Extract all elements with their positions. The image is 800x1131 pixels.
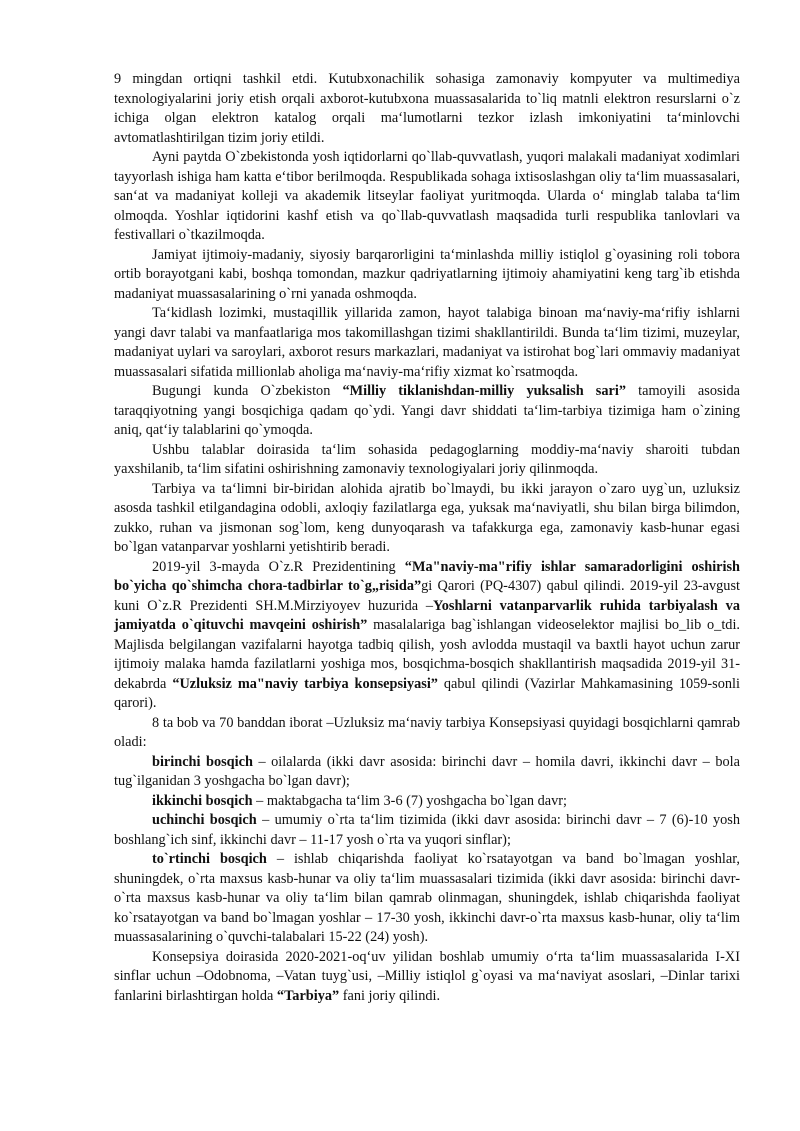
body-text [114, 70, 740, 1006]
paragraph [114, 382, 740, 441]
text-run: – umumiy o`rta ta‘lim tizimida (ikki davr asosida: birinchi davr – 7 (6)-10 yosh boshlang`ich sinf, ikkinchi davr – 11-17 yosh o`rta va yuqori sinflar); [114, 812, 740, 848]
text-run: qabul qilindi (Vazirlar Mahkamasining 1059-sonli qarori). [114, 675, 740, 711]
bold-text: uchinchi bosqich [152, 812, 257, 828]
paragraph [114, 948, 740, 1007]
bold-text: “Ma"naviy-ma"rifiy ishlar samaradorligini oshirish bo`yicha qo`shimcha chora-tadbirlar to`g„risida” [114, 558, 741, 594]
text-run: Ushbu talablar doirasida ta‘lim sohasida pedagoglarning moddiy-ma‘naviy sharoiti tubdan yaxshilanib, ta‘lim sifatini oshirishning zamonaviy texnologiyalari joriy qilinmoqda. [114, 441, 740, 477]
text-run: – ishlab chiqarishda faoliyat ko`rsatayotgan va band bo`lmagan yoshlar, shuningdek, o`rta maxsus kasb-hunar va oliy ta‘lim muassasalari tizimida (ikki davr asosida: birinchi davr-o`rta maxsus kasb-hunar va oliy ta‘lim bilan qamrab olinmagan, shuningdek, ishlab chiqarishda faoliyat ko`rsatayotgan va band bo`lmagan yoshlar – 17-30 yosh, ikkinchi davr-o`rta maxsus kasb-hunar, oliy ta‘lim muassasalarining o`quvchi-talabalari 15-22 (24) yosh). [114, 851, 740, 945]
paragraph [114, 441, 740, 480]
paragraph [114, 753, 740, 792]
bold-text: to`rtinchi bosqich [152, 851, 267, 867]
text-run: – maktabgacha ta‘lim 3-6 (7) yoshgacha bo`lgan davr; [252, 792, 567, 809]
text-run: gi Qarori (PQ-4307) qabul qilindi. 2019-yil 23-avgust kuni O`z.R Prezidenti SH.M.Mirziyoyev huzurida – [114, 578, 740, 614]
paragraph [114, 850, 740, 948]
paragraph [114, 304, 740, 382]
paragraph [114, 480, 740, 558]
text-run: Konsepsiya doirasida 2020-2021-oq‘uv yilidan boshlab umumiy o‘rta ta‘lim muassasalarida I-XI sinflar uchun –Odobnoma, –Vatan tuyg`usi, –Milliy istiqlol g`oyasi va ma‘naviyat asoslari, –Dinlar tarixi fanlarini birlashtirgan holda [114, 948, 740, 1004]
paragraph [114, 246, 740, 305]
paragraph [114, 714, 740, 753]
text-run: Jamiyat ijtimoiy-madaniy, siyosiy barqarorligini ta‘minlashda milliy istiqlol g`oyasining roli tobora ortib borayotgani kabi, boshqa tomondan, mazkur qadriyatlarning ijtimoiy ahamiyatini keng targ`ib etishda madaniyat muassasalarining o`rni yanada oshmoqda. [114, 246, 740, 302]
text-run: fani joriy qilindi. [339, 987, 441, 1004]
text-run: Ta‘kidlash lozimki, mustaqillik yillarida zamon, hayot talabiga binoan ma‘naviy-ma‘rifiy ishlarni yangi davr talabi va manfaatlariga mos takomillashgan tizimi shakllantirildi. Bunda ta‘lim tizimi, muzeylar, madaniyat uylari va saroylari, axborot resurs markazlari, madaniyat va istirohat bog`lari ommaviy madaniyat muassasalari sifatida millionlab aholiga ma‘naviy-ma‘rifiy xizmat ko`rsatmoqda. [114, 305, 740, 380]
paragraph [114, 811, 740, 850]
text-run: Bugungi kunda O`zbekiston [152, 383, 343, 399]
text-run: 8 ta bob va 70 banddan iborat –Uzluksiz ma‘naviy tarbiya Konsepsiyasi quyidagi bosqichlarni qamrab oladi: [114, 714, 740, 750]
bold-text: “Milliy tiklanishdan-milliy yuksalish sari” [342, 383, 626, 399]
text-run: masalalariga bag`ishlangan videoselektor majlisi bo_lib o_tdi. Majlisda belgilangan vazifalarni hayotga tadbiq qilish, yosh avlodda mustaqil va baxtli hayot uchun zarur ijtimoiy malaka hamda fazilatlarni yoshiga mos, bosqichma-bosqich shakllantirish maqsadida 2019-yil 31-dekabrda [114, 617, 740, 692]
paragraph [114, 148, 740, 246]
bold-text: “Uzluksiz ma"naviy tarbiya konsepsiyasi” [172, 675, 438, 692]
text-run: tamoyili asosida taraqqiyotning yangi bosqichiga qadam qo`ydi. Yangi davr shiddati ta‘lim-tarbiya tizimiga ham o`zining aniq, qat‘iy talablarini qo`ymoqda. [114, 383, 740, 438]
bold-text: ikkinchi bosqich [152, 792, 253, 809]
text-run: Ayni paytda O`zbekistonda yosh iqtidorlarni qo`llab-quvvatlash, yuqori malakali madaniyat xodimlari tayyorlash ishiga ham katta e‘tibor berilmoqda. Respublikada sohaga ixtisoslashgan oliy ta‘lim muassasalari, san‘at va madaniyat kolleji va akademik litseylar faoliyat yuritmoqda. Ularda o‘ minglab talaba ta‘lim olmoqda. Yoshlar iqtidorini kashf etish va qo`llab-quvvatlash maqsadida turli respublika tanlovlari va festivallari o`tkazilmoqda. [114, 149, 740, 243]
text-run: 9 mingdan ortiqni tashkil etdi. Kutubxonachilik sohasiga zamonaviy kompyuter va multimediya texnologiyalarini joriy etish orqali axborot-kutubxona muassasalarida to`liq matnli elektron resurslarni o`z ichiga olgan elektron katalog orqali ma‘lumotlarni tezkor izlash imkoniyatini ta‘minlovchi avtomatlashtirilgan tizim joriy etildi. [114, 71, 740, 146]
text-run: Tarbiya va ta‘limni bir-biridan alohida ajratib bo`lmaydi, bu ikki jarayon o`zaro uyg`un, uzluksiz asosda tashkil etilgandagina odobli, axloqiy fazilatlarga ega, yuksak ma‘naviyatli, shu bilan birga bilimdon, zukko, ruhan va jismonan sog`lom, keng dunyoqarash va tafakkurga ega, zamonaviy kasb-hunar egasi bo`lgan vatanparvar yoshlarni yetishtirib beradi. [114, 480, 740, 555]
bold-text: Yoshlarni vatanparvarlik ruhida tarbiyalash va jamiyatda o`qituvchi mavqeini oshirish” [114, 597, 740, 633]
paragraph [114, 70, 740, 148]
paragraph [114, 792, 740, 812]
paragraph [114, 558, 740, 714]
text-run: – oilalarda (ikki davr asosida: birinchi davr – homila davri, ikkinchi davr – bola tug`ilganidan 3 yoshgacha bo`lgan davr); [114, 753, 740, 789]
bold-text: “Tarbiya” [276, 987, 340, 1004]
bold-text: birinchi bosqich [152, 753, 253, 770]
text-run: 2019-yil 3-mayda O`z.R Prezidentining [152, 558, 405, 575]
